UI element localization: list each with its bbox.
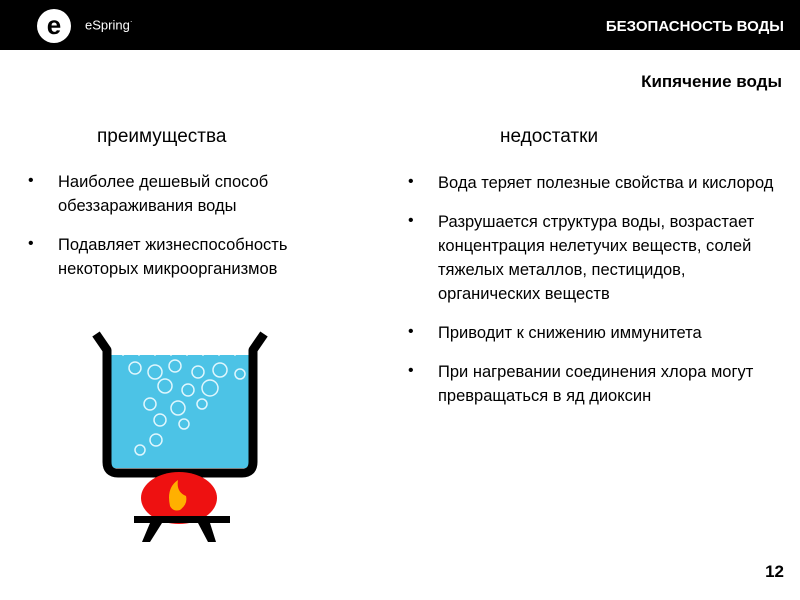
- advantages-list: [28, 170, 358, 296]
- header-bar: [0, 0, 800, 50]
- water-fill: [107, 355, 253, 468]
- slide-title: Кипячение воды: [641, 72, 782, 91]
- boiling-pot-illustration: [80, 320, 280, 560]
- advantages-heading: преимущества: [97, 126, 227, 147]
- water-waves: [107, 346, 253, 356]
- list-item: • Приводит к снижению иммунитета: [408, 321, 788, 345]
- section-title: БЕЗОПАСНОСТЬ ВОДЫ: [605, 18, 784, 35]
- disadvantages-list: [408, 171, 788, 423]
- list-item: • Наиболее дешевый способ обеззараживания воды: [28, 170, 358, 218]
- brand-name: eSpring·: [85, 17, 133, 33]
- list-item: • Разрушается структура воды, возрастает концентрация нелетучих веществ, солей тяжелых металлов, пестицидов, органических веществ: [408, 210, 788, 306]
- list-item: • Подавляет жизнеспособность некоторых микроорганизмов: [28, 233, 358, 281]
- espring-logo-icon: e: [37, 9, 71, 43]
- disadvantages-heading: недостатки: [500, 126, 599, 147]
- list-item: • При нагревании соединения хлора могут превращаться в яд диоксин: [408, 360, 788, 408]
- stand-icon: [134, 516, 230, 542]
- list-item: • Вода теряет полезные свойства и кислород: [408, 171, 788, 195]
- page-number: 12: [765, 562, 784, 581]
